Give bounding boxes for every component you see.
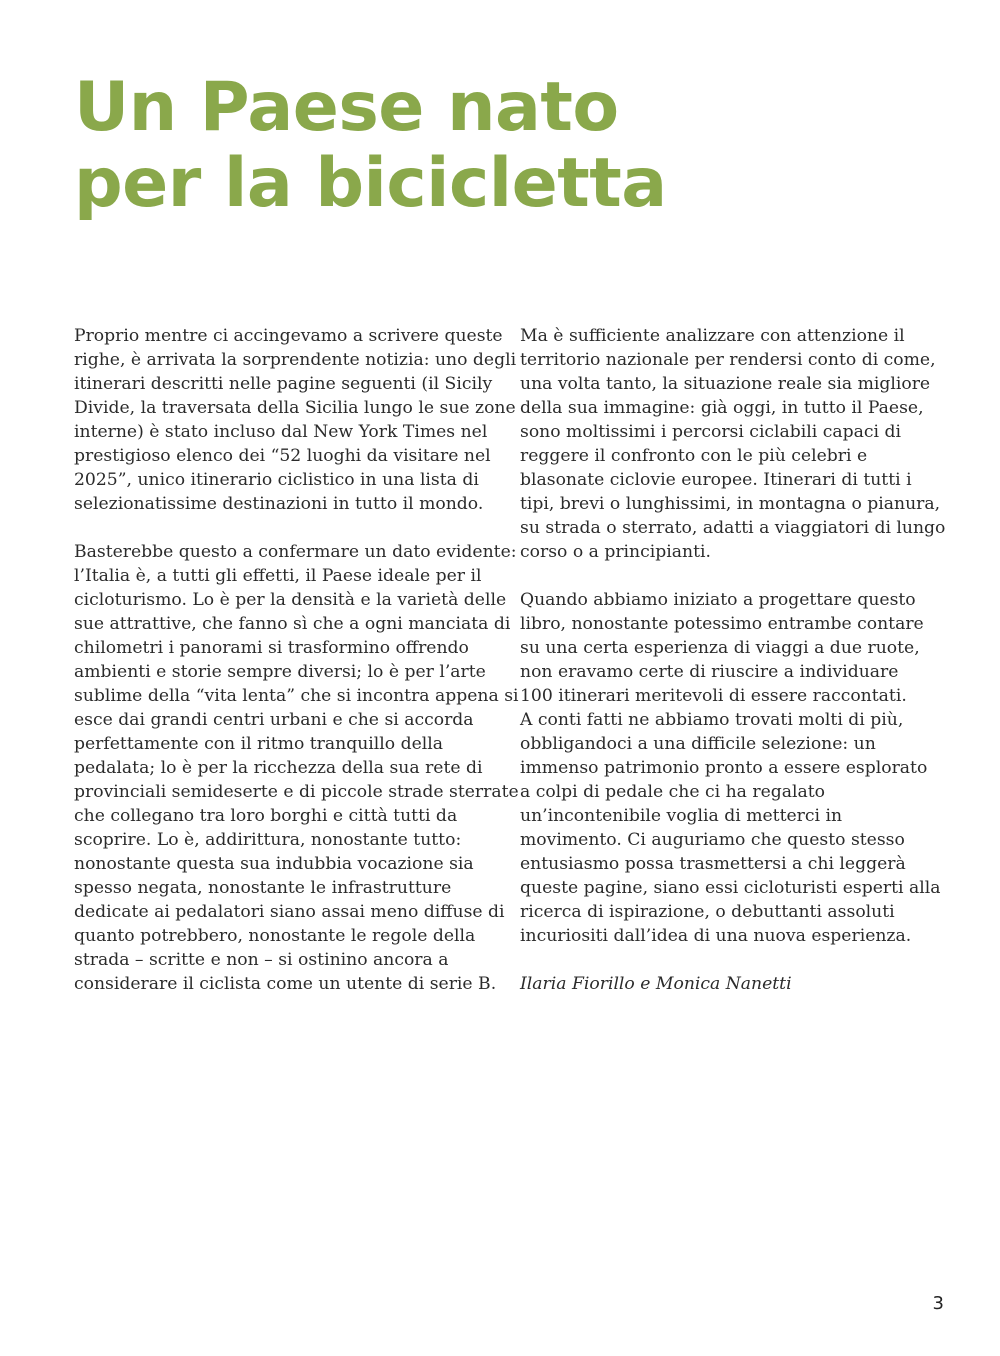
text-line: su una certa esperienza di viaggi a due ruote, <box>520 638 920 658</box>
text-line: tipi, brevi o lunghissimi, in montagna o pianura, <box>520 494 941 514</box>
text-line: Ma è sufficiente analizzare con attenzione il <box>520 326 905 346</box>
right-column <box>520 324 950 996</box>
left-column <box>74 324 519 996</box>
text-line: Basterebbe questo a confermare un dato evidente: <box>74 542 517 562</box>
paragraph <box>74 324 517 516</box>
paragraph-gap <box>520 948 950 972</box>
title-line: Un Paese nato <box>74 68 619 147</box>
text-line: righe, è arrivata la sorprendente notizia: uno degli <box>74 350 517 370</box>
page-title <box>74 70 667 222</box>
text-line: A conti fatti ne abbiamo trovati molti di più, <box>520 710 904 730</box>
text-line: sublime della “vita lenta” che si incontra appena si <box>74 686 519 706</box>
text-line: 2025”, unico itinerario ciclistico in una lista di <box>74 470 479 490</box>
text-line: corso o a principianti. <box>520 542 711 562</box>
paragraph <box>520 324 950 564</box>
text-line: libro, nonostante potessimo entrambe contare <box>520 614 924 634</box>
text-line: incuriositi dall’idea di una nuova esperienza. <box>520 926 912 946</box>
text-line: entusiasmo possa trasmettersi a chi leggerà <box>520 854 906 874</box>
text-line: l’Italia è, a tutti gli effetti, il Paese ideale per il <box>74 566 482 586</box>
text-line: sue attrattive, che fanno sì che a ogni manciata di <box>74 614 511 634</box>
text-line: reggere il confronto con le più celebri e <box>520 446 868 466</box>
text-line: ambienti e storie sempre diversi; lo è per l’arte <box>74 662 486 682</box>
text-line: una volta tanto, la situazione reale sia migliore <box>520 374 931 394</box>
text-line: pedalata; lo è per la ricchezza della sua rete di <box>74 758 483 778</box>
page-number: 3 <box>932 1293 944 1314</box>
text-line: prestigioso elenco dei “52 luoghi da visitare nel <box>74 446 491 466</box>
text-line: territorio nazionale per rendersi conto di come, <box>520 350 936 370</box>
author-signature: Ilaria Fiorillo e Monica Nanetti <box>520 974 792 994</box>
text-line: strada – scritte e non – si ostinino ancora a <box>74 950 449 970</box>
text-line: spesso negata, nonostante le infrastrutture <box>74 878 452 898</box>
text-line: cicloturismo. Lo è per la densità e la varietà delle <box>74 590 507 610</box>
text-line: non eravamo certe di riuscire a individuare <box>520 662 899 682</box>
text-line: a colpi di pedale che ci ha regalato <box>520 782 825 802</box>
text-line: immenso patrimonio pronto a essere esplorato <box>520 758 928 778</box>
text-line: Divide, la traversata della Sicilia lungo le sue zone <box>74 398 516 418</box>
text-line: nonostante questa sua indubbia vocazione sia <box>74 854 474 874</box>
paragraph <box>520 588 950 948</box>
text-line: blasonate ciclovie europee. Itinerari di tutti i <box>520 470 912 490</box>
text-line: queste pagine, siano essi cicloturisti esperti alla <box>520 878 941 898</box>
text-line: 100 itinerari meritevoli di essere raccontati. <box>520 686 907 706</box>
text-line: esce dai grandi centri urbani e che si accorda <box>74 710 474 730</box>
text-line: quanto potrebbero, nonostante le regole della <box>74 926 476 946</box>
text-line: considerare il ciclista come un utente di serie B. <box>74 974 497 994</box>
text-line: selezionatissime destinazioni in tutto il mondo. <box>74 494 484 514</box>
text-line: obbligandoci a una difficile selezione: un <box>520 734 876 754</box>
text-line: che collegano tra loro borghi e città tutti da <box>74 806 458 826</box>
text-line: scoprire. Lo è, addirittura, nonostante tutto: <box>74 830 462 850</box>
text-line: movimento. Ci auguriamo che questo stesso <box>520 830 905 850</box>
text-line: dedicate ai pedalatori siano assai meno diffuse di <box>74 902 505 922</box>
paragraph-gap <box>74 516 504 540</box>
text-line: Quando abbiamo iniziato a progettare questo <box>520 590 916 610</box>
text-line: itinerari descritti nelle pagine seguenti (il Sicily <box>74 374 493 394</box>
text-line: provinciali semideserte e di piccole strade sterrate <box>74 782 519 802</box>
paragraph <box>74 540 519 996</box>
text-line: ricerca di ispirazione, o debuttanti assoluti <box>520 902 895 922</box>
text-line: interne) è stato incluso dal New York Times nel <box>74 422 488 442</box>
paragraph-gap <box>520 564 950 588</box>
title-line: per la bicicletta <box>74 144 667 223</box>
text-line: perfettamente con il ritmo tranquillo della <box>74 734 443 754</box>
text-line: su strada o sterrato, adatti a viaggiatori di lungo <box>520 518 946 538</box>
text-line: un’incontenibile voglia di metterci in <box>520 806 843 826</box>
text-line: sono moltissimi i percorsi ciclabili capaci di <box>520 422 901 442</box>
text-line: Proprio mentre ci accingevamo a scrivere queste <box>74 326 503 346</box>
text-line: chilometri i panorami si trasformino offrendo <box>74 638 469 658</box>
text-line: della sua immagine: già oggi, in tutto il Paese, <box>520 398 924 418</box>
